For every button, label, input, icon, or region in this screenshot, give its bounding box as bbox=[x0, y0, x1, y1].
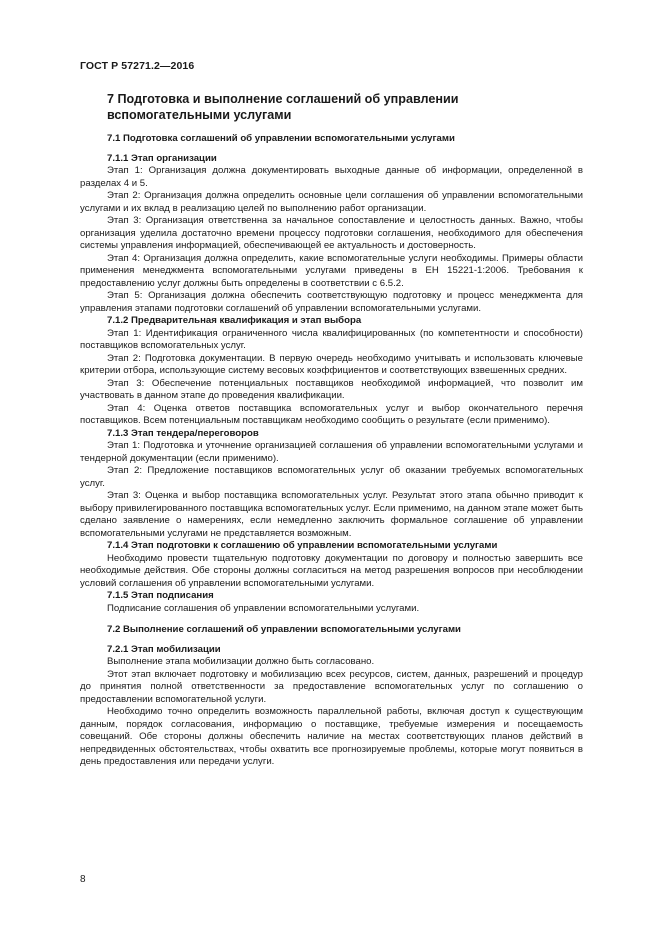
paragraph: Этап 4: Организация должна определить, какие вспомогательные услуги необходимы. Примеры области применения менеджмента вспомогательными услугами приведены в ЕН 15221-1:2006. Требования к предоставлению услуг должны быть определены в соответствии с 6.5.2. bbox=[80, 252, 583, 289]
clause-heading: 7.2.1 Этап мобилизации bbox=[107, 643, 221, 655]
paragraph: Этап 5: Организация должна обеспечить соответствующую подготовку и процесс менеджмента для управления этапами подготовки соглашений об управлении вспомогательными услугами. bbox=[80, 290, 583, 314]
document-header: ГОСТ Р 57271.2—2016 bbox=[80, 60, 195, 72]
paragraph: Этап 1: Идентификация ограниченного числа квалифицированных (по компетентности и способности) поставщиков вспомогательных услуг. bbox=[80, 327, 583, 351]
paragraph: Необходимо точно определить возможность параллельной работы, включая доступ к существующим данным, порядок согласования, информацию о поставщике, требуемые измерения и посещаемость совещаний. Обе стороны должны обеспечить наличие на местах соответствующих планов действий в непредвиденных обстоятельствах, чтобы охватить все прогнозируемые проблемы, которые могут появиться в день предоставления или передачи услуги. bbox=[80, 706, 583, 767]
paragraph: Этап 2: Предложение поставщиков вспомогательных услуг об оказании требуемых вспомогательных услуг. bbox=[80, 465, 583, 489]
clause-heading: 7.1.4 Этап подготовки к соглашению об управлении вспомогательными услугами bbox=[107, 540, 498, 551]
paragraph: Этап 2: Подготовка документации. В первую очередь необходимо учитывать и использовать ключевые критерии отбора, использующие систему весовых коэффициентов и соответствующих взвешенных средних. bbox=[80, 352, 583, 376]
clause-heading: 7.1.5 Этап подписания bbox=[107, 590, 214, 601]
paragraph: Подписание соглашения об управлении вспомогательными услугами. bbox=[107, 602, 420, 614]
paragraph: Этап 3: Организация ответственна за начальное сопоставление и целостность данных. Важно, чтобы организация уделила достаточно времени процессу подготовки соглашения, необходимого для обеспечения системы управления информацией, обеспечивающей ее актуальность и достоверность. bbox=[80, 215, 583, 251]
document-body bbox=[80, 92, 583, 769]
clause-heading: 7.1.1 Этап организации bbox=[107, 152, 217, 164]
page-number: 8 bbox=[80, 874, 86, 885]
clause-heading: 7.1.3 Этап тендера/переговоров bbox=[107, 427, 259, 439]
paragraph: Этап 3: Оценка и выбор поставщика вспомогательных услуг. Результат этого этапа обычно приводит к выбору привилегированного поставщика вспомогательных услуг. Если применимо, на данном этапе может быть сделано заявление о намерениях, если немедленно заключить формальное соглашение об управлении вспомогательными услугами не представляется возможным. bbox=[80, 490, 583, 539]
paragraph: Этап 1: Подготовка и уточнение организацией соглашения об управлении вспомогательными услугами и тендерной документации (если применимо). bbox=[80, 440, 583, 464]
paragraph: Выполнение этапа мобилизации должно быть согласовано. bbox=[107, 656, 375, 667]
paragraph: Этап 3: Обеспечение потенциальных поставщиков необходимой информацией, что позволит им участвовать в данном этапе до проведения квалификации. bbox=[80, 377, 583, 401]
subsection-heading: 7.2 Выполнение соглашений об управлении вспомогательными услугами bbox=[107, 624, 461, 635]
paragraph: Необходимо провести тщательную подготовку документации по договору и полностью завершить все необходимые действия. Обе стороны должны согласиться на метод разрешения вопросов при несоблюдении условий соглашения об управлении вспомогательными услугами. bbox=[80, 552, 583, 589]
clause-heading: 7.1.2 Предварительная квалификация и этап выбора bbox=[107, 315, 362, 326]
paragraph: Этап 1: Организация должна документировать выходные данные об информации, определенной в разделах 4 и 5. bbox=[80, 165, 583, 189]
paragraph: Этот этап включает подготовку и мобилизацию всех ресурсов, систем, данных, разрешений и процедур до принятия полной ответственности за предоставление вспомогательных услуг по соглашению о предоставлении вспомогательной услуги. bbox=[80, 668, 583, 705]
subsection-heading: 7.1 Подготовка соглашений об управлении вспомогательными услугами bbox=[107, 133, 455, 144]
section-heading: 7 Подготовка и выполнение соглашений об управлении вспомогательными услугами bbox=[107, 92, 459, 122]
paragraph: Этап 2: Организация должна определить основные цели соглашения об управлении вспомогательными услугами и их вклад в реализацию целей по выполнению работ организации. bbox=[80, 190, 583, 214]
paragraph: Этап 4: Оценка ответов поставщика вспомогательных услуг и выбор окончательного перечня поставщиков. Всем потенциальным поставщикам необходимо сообщить о результате (если применимо). bbox=[80, 402, 583, 426]
